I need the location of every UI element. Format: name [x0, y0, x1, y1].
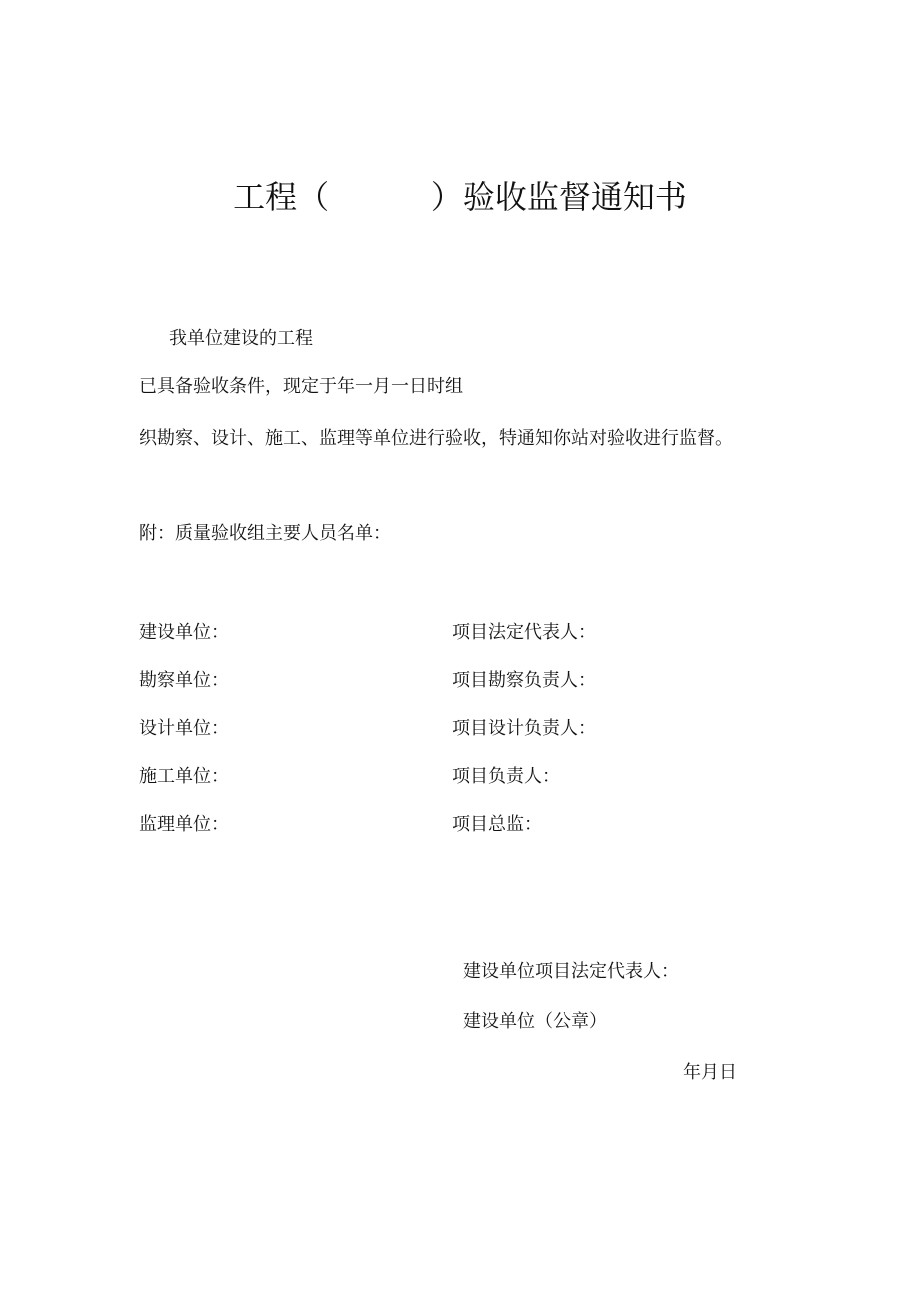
body-line-1: 我单位建设的工程	[169, 328, 313, 349]
personnel-row	[139, 810, 759, 858]
signature-date: 年月日	[683, 1062, 737, 1083]
unit-label: 监理单位：	[139, 814, 229, 835]
document-title: 工程（ ）验收监督通知书	[233, 178, 687, 216]
personnel-row	[139, 618, 759, 666]
unit-label: 设计单位：	[139, 718, 229, 739]
person-label: 项目设计负责人：	[452, 718, 596, 739]
body-line-3: 织勘察、设计、施工、监理等单位进行验收，特通知你站对验收进行监督。	[139, 428, 733, 449]
unit-label: 建设单位：	[139, 622, 229, 643]
personnel-list	[139, 618, 759, 858]
unit-label: 施工单位：	[139, 766, 229, 787]
personnel-row	[139, 762, 759, 810]
body-line-2: 已具备验收条件，现定于年一月一日时组	[139, 376, 463, 397]
person-label: 项目法定代表人：	[452, 622, 596, 643]
signature-seal: 建设单位（公章）	[463, 1011, 607, 1032]
personnel-row	[139, 666, 759, 714]
attachment-heading: 附：质量验收组主要人员名单：	[139, 523, 391, 544]
personnel-row	[139, 714, 759, 762]
person-label: 项目负责人：	[452, 766, 560, 787]
unit-label: 勘察单位：	[139, 670, 229, 691]
person-label: 项目勘察负责人：	[452, 670, 596, 691]
person-label: 项目总监：	[452, 814, 542, 835]
signature-representative: 建设单位项目法定代表人：	[463, 961, 679, 982]
